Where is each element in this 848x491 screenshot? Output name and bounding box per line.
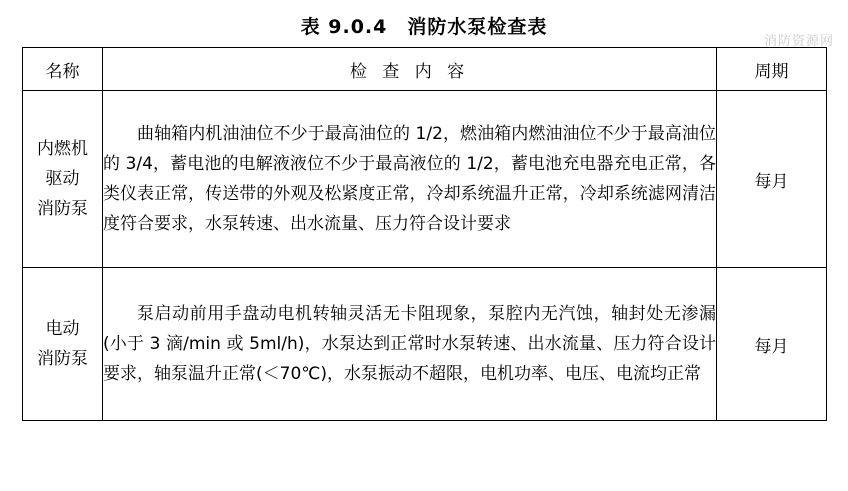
pump-inspection-table [22, 47, 827, 421]
table-header [23, 48, 827, 91]
column-header-name: 名称 [23, 48, 103, 91]
watermark-text: 消防资源网 [763, 34, 834, 49]
page-title: 表 9.0.4 消防水泵检查表 [300, 16, 548, 38]
column-header-period: 周期 [717, 48, 827, 91]
row-content-cell: 泵启动前用手盘动电机转轴灵活无卡阻现象，泵腔内无汽蚀，轴封处无渗漏(小于 3 滴/min 或 5ml/h)，水泵达到正常时水泵转速、出水流量、压力符合设计要求，轴泵温升正常(＜70℃)，水泵振动不超限，电机功率、电压、电流均正常 [103, 268, 717, 421]
table-body [23, 91, 827, 421]
row-name-line: 内燃机 [37, 139, 88, 159]
column-header-content: 检 查 内 容 [103, 48, 717, 91]
row-name-line: 驱动 [45, 169, 80, 189]
row-period-cell: 每月 [717, 91, 827, 268]
row-name-cell [23, 268, 103, 421]
table-header-row [23, 48, 827, 91]
table-row [23, 268, 827, 421]
row-name-cell [23, 91, 103, 268]
row-period-cell: 每月 [717, 268, 827, 421]
table-row [23, 91, 827, 268]
row-name-line: 电动 [45, 319, 80, 339]
row-name-line: 消防泵 [37, 199, 88, 219]
row-content-cell: 曲轴箱内机油油位不少于最高油位的 1/2，燃油箱内燃油油位不少于最高油位的 3/4，蓄电池的电解液液位不少于最高液位的 1/2，蓄电池充电器充电正常，各类仪表正常，传送带的外观及松紧度正常，冷却系统温升正常，冷却系统滤网清洁度符合要求，水泵转速、出水流量、压力符合设计要求 [103, 91, 717, 268]
row-name-line: 消防泵 [37, 349, 88, 369]
